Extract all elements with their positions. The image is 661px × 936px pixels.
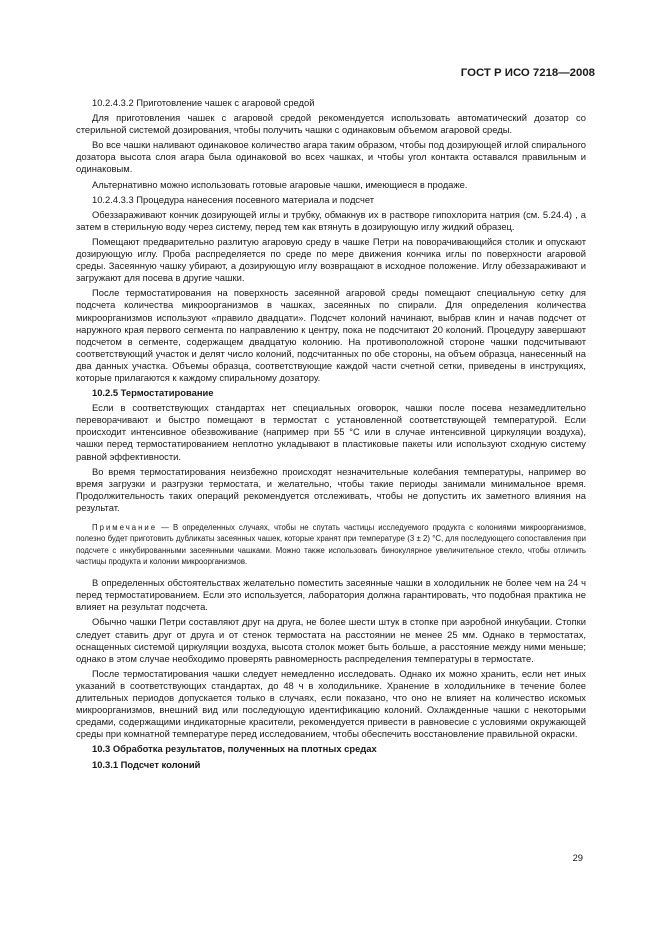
section-heading-10-3-1: 10.3.1 Подсчет колоний xyxy=(92,758,201,770)
body-paragraph: Во время термостатирования неизбежно происходят незначительные колебания температуры, например во время загрузки и разгрузки термостата, и желательно, чтобы такие периоды занимали минимальное время. Продолжительность таких операций рекомендуется отслеживать, чтобы не допустить их заметного влияния на результат. xyxy=(76,465,586,513)
body-paragraph: Альтернативно можно использовать готовые агаровые чашки, имеющиеся в продаже. xyxy=(92,178,468,190)
body-paragraph: Во все чашки наливают одинаковое количество агара таким образом, чтобы под дозирующей иглой спирального дозатора высота слоя агара была одинаковой во всех чашках, и чтобы угол контакта оставался правильным и одинаковым. xyxy=(76,139,586,175)
note-text: — В определенных случаях, чтобы не спутать частицы исследуемого продукта с колониями микроорганизмов, полезно будет приготовить дубликаты засеянных чашек, которые хранят при температуре (3 ± 2) °С, для последующего сопоставления при подсчете с инкубированными засеянными чашками. Можно также использовать бинокулярное увеличительное стекло, чтобы отличить частицы продукта и колонии микроорганизмов. xyxy=(76,523,586,566)
note-label: Примечание xyxy=(92,523,158,532)
section-heading-10-2-4-3-2: 10.2.4.3.2 Приготовление чашек с агаровой средой xyxy=(92,97,315,108)
page-body xyxy=(76,97,586,774)
body-paragraph: После термостатирования чашки следует немедленно исследовать. Однако их можно хранить, если нет иных указаний в соответствующих стандартах, до 48 ч в холодильнике. Хранение в холодильнике в течение более длительных периодов допускается только в случаях, если показано, что оно не влияет на количество искомых микроорганизмов, внешний вид или последующую идентификацию колоний. Охлажденные чашки с некоторыми средами, содержащими индикаторные красители, рекомендуется привести в равновесие с условиями окружающей среды при комнатной температуре перед исследованием, чтобы обеспечить восстановление правильной окраски. xyxy=(76,667,586,740)
note-paragraph xyxy=(76,522,586,567)
body-paragraph: После термостатирования на поверхность засеянной агаровой среды помещают специальную сетку для подсчета количества микроорганизмов в чашках, засеянных по спирали. Для определения количества микроорганизмов используют «правило двадцати». Подсчет колоний начинают, выбрав клин и начав подсчет от наружного края первого сегмента по направлению к центру, пока не подсчитают 20 колоний. Процедуру завершают подсчетом в сегменте, содержащем двадцатую колонию. На противоположной стороне чашки подсчитывают соответствующий участок и делят число колоний, подсчитанных по обе стороны, на объем образца, нанесенный на два данных участка. Объемы образца, соответствующие каждой части счетной сетки, приведены в инструкциях, которые прилагаются к каждому спиральному дозатору. xyxy=(76,287,586,383)
body-paragraph: Помещают предварительно разлитую агаровую среду в чашке Петри на поворачивающийся столик и опускают дозирующую иглу. Проба распределяется по среде по мере движения кончика иглы по поверхности агаровой среды. Засеянную чашку убирают, а дозирующую иглу возвращают в исходное положение. Иглу обеззараживают и загружают для посева в другие чашки. xyxy=(76,235,586,284)
body-paragraph: Обеззараживают кончик дозирующей иглы и трубку, обмакнув их в растворе гипохлорита натрия (см. 5.24.4) , а затем в стерильную воду через систему, перед тем как втянуть в дозирующую иглу жидкий образец. xyxy=(76,208,586,232)
page-number: 29 xyxy=(572,852,583,863)
body-paragraph: Если в соответствующих стандартах нет специальных оговорок, чашки после посева незамедлительно переворачивают и быстро помещают в термостат с установленной соответствующей температурой. Если происходит интенсивное обезвоживание (например при 55 °С или в случае интенсивной циркуляции воздуха), чашки перед термостатированием неплотно укладывают в пластиковые пакеты или используют сходную систему равной эффективности. xyxy=(76,402,586,462)
body-paragraph: В определенных обстоятельствах желательно поместить засеянные чашки в холодильник не более чем на 24 ч перед термостатированием. Если это используется, лаборатория должна гарантировать, что подобная практика не влияет на результат подсчета. xyxy=(76,577,586,613)
document-header: ГОСТ Р ИСО 7218—2008 xyxy=(460,67,595,79)
section-heading-10-2-4-3-3: 10.2.4.3.3 Процедура нанесения посевного материала и подсчет xyxy=(92,193,375,205)
body-paragraph: Обычно чашки Петри составляют друг на друга, не более шести штук в стопке при аэробной инкубации. Стопки следует ставить друг от друга и от стенок термостата на расстоянии не менее 25 мм. Однако в термостатах, оснащенных системой циркуляции воздуха, высота столок может быть больше, а расстояние между ними меньше; однако в этом случае необходимо проверять равномерность распределения температуры в термостате. xyxy=(76,616,586,664)
body-paragraph: Для приготовления чашек с агаровой средой рекомендуется использовать автоматический дозатор со стерильной системой дозирования, чтобы получить чашки с одинаковым объемом агаровой среды. xyxy=(76,112,586,136)
section-heading-10-3: 10.3 Обработка результатов, полученных на плотных средах xyxy=(92,743,377,755)
section-heading-10-2-5: 10.2.5 Термостатирование xyxy=(92,387,214,399)
